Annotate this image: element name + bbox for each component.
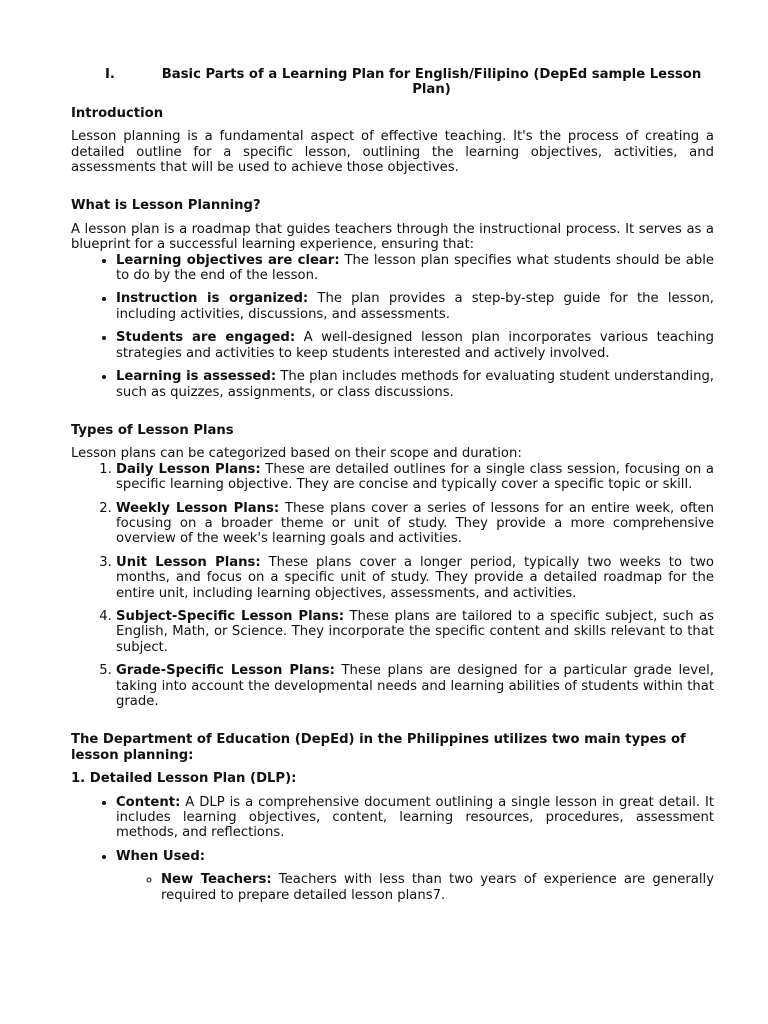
types-heading: Types of Lesson Plans [71, 422, 234, 438]
list-item: • Learning is assessed: The plan includes methods for evaluating student understanding, such as quizzes, assignments, or class discussions. [116, 369, 714, 400]
when-used-list [116, 872, 714, 903]
introduction-body: Lesson planning is a fundamental aspect of effective teaching. It's the process of creating a detailed outline for a specific lesson, outlining the learning objectives, activities, and assessments that will be used to achieve those objectives. [71, 129, 714, 176]
list-item: • Learning objectives are clear: The lesson plan specifies what students should be able to do by the end of the lesson. [116, 253, 714, 284]
list-item: • Students are engaged: A well-designed lesson plan incorporates various teaching strategies and activities to keep students interested and actively involved. [116, 330, 714, 361]
list-item: 4. Subject-Specific Lesson Plans: These plans are tailored to a specific subject, such as English, Math, or Science. They incorporate the specific content and skills relevant to that subject. [116, 609, 714, 655]
dlp-heading: 1. Detailed Lesson Plan (DLP): [71, 771, 297, 787]
list-item: • Content: A DLP is a comprehensive document outlining a single lesson in great detail. It includes learning objectives, content, learning resources, procedures, assessment methods, and reflections. [116, 795, 714, 841]
dlp-list [71, 795, 714, 903]
list-item: 3. Unit Lesson Plans: These plans cover a longer period, typically two weeks to two months, and focus on a specific unit of study. They provide a detailed roadmap for the entire unit, including learning objectives, assessments, and activities. [116, 555, 714, 601]
title-text: Basic Parts of a Learning Plan for English/Filipino (DepEd sample Lesson Plan) [161, 67, 702, 98]
what-is-list [71, 253, 714, 400]
types-list [71, 462, 714, 710]
list-item: 5. Grade-Specific Lesson Plans: These plans are designed for a particular grade level, taking into account the developmental needs and learning abilities of students within that grade. [116, 663, 714, 709]
what-is-body: A lesson plan is a roadmap that guides teachers through the instructional process. It serves as a blueprint for a successful learning experience, ensuring that: [71, 221, 714, 253]
list-item: 1. Daily Lesson Plans: These are detailed outlines for a single class session, focusing on a specific learning objective. They are concise and typically cover a specific topic or skill. [116, 462, 714, 493]
title-number: I. [105, 67, 115, 82]
types-body: Lesson plans can be categorized based on their scope and duration: [71, 446, 522, 462]
list-item: 2. Weekly Lesson Plans: These plans cover a series of lessons for an entire week, often focusing on a broader theme or unit of study. They provide a more comprehensive overview of the week's learning goals and activities. [116, 501, 714, 547]
introduction-heading: Introduction [71, 105, 164, 121]
list-item: • When Used: ◦ New Teachers: Teachers with less than two years of experience are generally required to prepare detailed lesson plans7. [116, 849, 714, 903]
deped-heading: The Department of Education (DepEd) in the Philippines utilizes two main types of lesson planning: [71, 732, 686, 763]
what-is-heading: What is Lesson Planning? [71, 198, 261, 214]
list-item: • Instruction is organized: The plan provides a step-by-step guide for the lesson, including activities, discussions, and assessments. [116, 291, 714, 322]
document-title [71, 67, 714, 98]
list-item: ◦ New Teachers: Teachers with less than two years of experience are generally required to prepare detailed lesson plans7. [161, 872, 714, 903]
